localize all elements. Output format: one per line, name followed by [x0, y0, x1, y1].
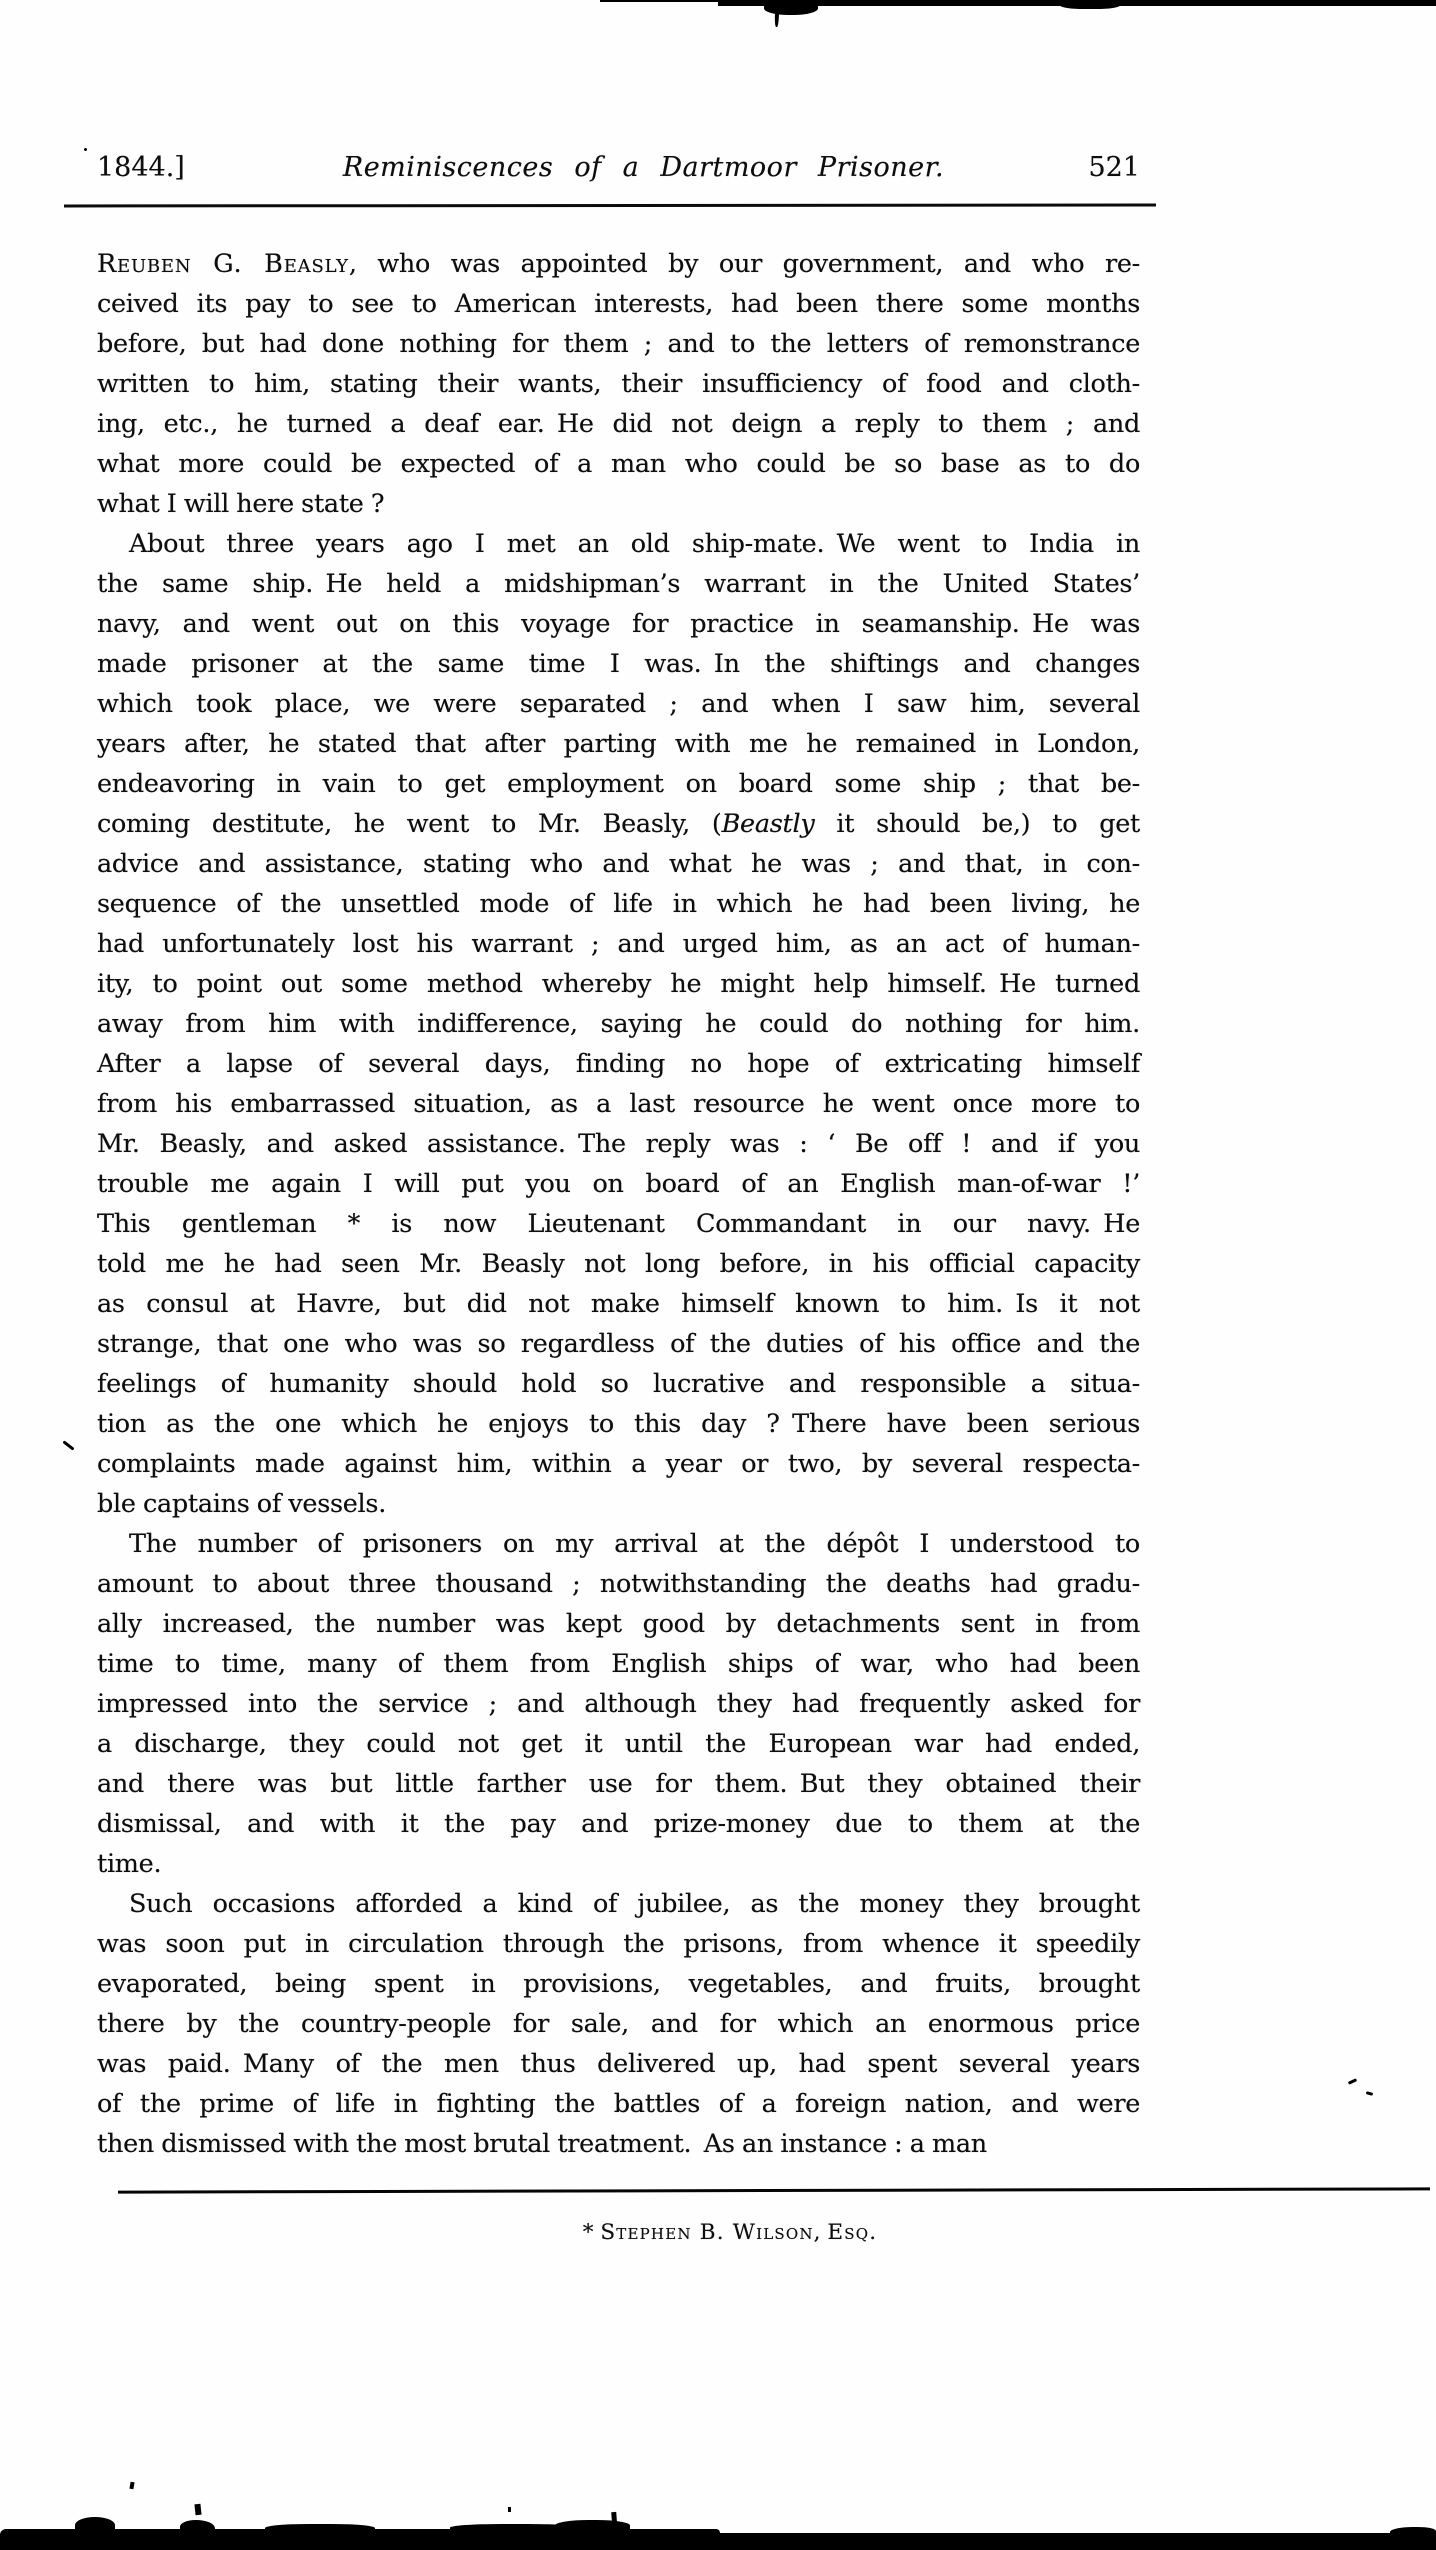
text-segment: before, but had done nothing for them ; and to the letters of remonstrance	[97, 329, 1140, 359]
text-line	[97, 1444, 1140, 1484]
text-segment: there by the country-people for sale, and for which an enormous price	[97, 2009, 1140, 2039]
scan-artifact-bottom	[611, 2512, 618, 2534]
text-line	[97, 1884, 1140, 1924]
text-segment: as consul at Havre, but did not make himself known to him. Is it not	[97, 1289, 1140, 1319]
text-line	[97, 2124, 1140, 2164]
text-segment: The number of prisoners on my arrival at the dépôt I understood to	[129, 1529, 1140, 1559]
text-segment: a discharge, they could not get it until the European war had ended,	[97, 1729, 1140, 1759]
scan-artifact-bottom	[700, 2533, 1436, 2539]
text-segment: Beastly	[721, 809, 815, 839]
text-segment: endeavoring in vain to get employment on board some ship ; that be-	[97, 769, 1140, 799]
text-segment: impressed into the service ; and although they had frequently asked for	[97, 1689, 1140, 1719]
text-line	[97, 884, 1140, 924]
text-line	[97, 1924, 1140, 1964]
body-paragraphs	[97, 244, 1140, 2164]
text-line	[97, 1164, 1140, 1204]
text-line	[97, 1644, 1140, 1684]
text-line	[97, 2084, 1140, 2124]
text-line	[97, 1484, 1140, 1524]
text-line	[97, 324, 1140, 364]
text-line	[97, 1844, 1140, 1884]
text-segment: time.	[97, 1849, 162, 1879]
scan-artifact-top	[798, 0, 814, 12]
scan-speckle	[194, 2504, 201, 2516]
text-segment: made prisoner at the same time I was. In the shiftings and changes	[97, 649, 1140, 679]
paragraph	[97, 244, 1140, 524]
text-segment: time to time, many of them from English ships of war, who had been	[97, 1649, 1140, 1679]
text-segment: ity, to point out some method whereby he might help himself. He turned	[97, 969, 1140, 999]
text-segment: ally increased, the number was kept good by detachments sent in from	[97, 1609, 1140, 1639]
header-year: 1844.]	[97, 152, 185, 183]
text-segment: Such occasions afforded a kind of jubilee, as the money they brought	[129, 1889, 1140, 1919]
text-line	[97, 1244, 1140, 1284]
scan-artifact-top	[775, 0, 780, 27]
text-segment: which took place, we were separated ; and when I saw him, several	[97, 689, 1140, 719]
text-segment: coming destitute, he went to Mr. Beasly, (	[97, 809, 722, 839]
text-segment: away from him with indifference, saying he could do nothing for him.	[97, 1009, 1140, 1039]
footnote-rule	[118, 2187, 1430, 2193]
text-line	[97, 364, 1140, 404]
text-segment: evaporated, being spent in provisions, vegetables, and fruits, brought	[97, 1969, 1140, 1999]
text-line	[97, 764, 1140, 804]
text-line	[97, 1124, 1140, 1164]
scan-speckle	[84, 148, 87, 151]
text-segment: advice and assistance, stating who and what he was ; and that, in con-	[97, 849, 1140, 879]
text-line	[97, 604, 1140, 644]
text-line	[97, 1684, 1140, 1724]
text-line	[97, 2044, 1140, 2084]
header-rule	[64, 204, 1156, 208]
text-segment: from his embarrassed situation, as a last resource he went once more to	[97, 1089, 1140, 1119]
scan-artifact-top	[1060, 0, 1120, 9]
text-segment: sequence of the unsettled mode of life in which he had been living, he	[97, 889, 1140, 919]
text-line	[97, 1764, 1140, 1804]
scan-artifact-bottom	[1390, 2527, 1436, 2537]
text-line	[97, 1364, 1140, 1404]
text-segment: of the prime of life in fighting the battles of a foreign nation, and were	[97, 2089, 1140, 2119]
text-segment: told me he had seen Mr. Beasly not long before, in his official capacity	[97, 1249, 1140, 1279]
text-segment: , who was appointed by our government, and who re-	[348, 249, 1140, 279]
text-segment: *	[582, 2220, 601, 2245]
text-line	[97, 1564, 1140, 1604]
text-segment: Reuben G. Beasly	[97, 249, 349, 279]
text-segment: years after, he stated that after parting with me he remained in London,	[97, 729, 1140, 759]
paragraph	[97, 1884, 1140, 2164]
scan-speckle	[62, 1440, 74, 1450]
text-line	[97, 804, 1140, 844]
scan-speckle	[129, 2482, 134, 2490]
text-line	[97, 484, 1140, 524]
text-line	[97, 724, 1140, 764]
text-segment: complaints made against him, within a year or two, by several respecta-	[97, 1449, 1140, 1479]
text-segment: ,	[813, 2220, 828, 2245]
text-segment: Stephen B. Wilson	[600, 2220, 814, 2245]
text-segment: Esq.	[827, 2220, 878, 2245]
text-line	[97, 644, 1140, 684]
text-line	[97, 244, 1140, 284]
text-line	[97, 444, 1140, 484]
scan-speckle	[1348, 2078, 1357, 2085]
text-segment: dismissal, and with it the pay and prize-money due to them at the	[97, 1809, 1140, 1839]
text-line	[97, 2004, 1140, 2044]
text-segment: ble captains of vessels.	[97, 1489, 387, 1519]
text-line	[97, 1964, 1140, 2004]
text-line	[97, 1604, 1140, 1644]
text-segment: feelings of humanity should hold so lucrative and responsible a situa-	[97, 1369, 1140, 1399]
text-segment: the same ship. He held a midshipman’s warrant in the United States’	[97, 569, 1140, 599]
text-line	[97, 924, 1140, 964]
text-segment: what more could be expected of a man who could be so base as to do	[97, 449, 1140, 479]
text-line	[97, 1724, 1140, 1764]
text-line	[97, 1284, 1140, 1324]
scan-artifact-bottom	[265, 2524, 375, 2534]
scan-artifact-bottom	[75, 2517, 115, 2533]
scan-artifact-bottom	[180, 2520, 215, 2535]
text-segment: was soon put in circulation through the prisons, from whence it speedily	[97, 1929, 1140, 1959]
text-line	[97, 1804, 1140, 1844]
text-line	[97, 1084, 1140, 1124]
text-line	[97, 684, 1140, 724]
text-line	[97, 564, 1140, 604]
text-segment: navy, and went out on this voyage for practice in seamanship. He was	[97, 609, 1140, 639]
scan-speckle	[1366, 2091, 1374, 2096]
text-line	[97, 404, 1140, 444]
page-header	[97, 152, 1140, 183]
header-title: Reminiscences of a Dartmoor Prisoner.	[342, 152, 945, 183]
text-line	[97, 284, 1140, 324]
text-segment: Mr. Beasly, and asked assistance. The reply was : ‘ Be off ! and if you	[97, 1129, 1140, 1159]
text-line	[97, 844, 1140, 884]
scan-speckle	[508, 2507, 511, 2512]
text-segment: After a lapse of several days, finding no hope of extricating himself	[97, 1049, 1140, 1079]
text-line	[97, 1004, 1140, 1044]
text-segment: amount to about three thousand ; notwithstanding the deaths had gradu-	[97, 1569, 1140, 1599]
text-segment: tion as the one which he enjoys to this day ? There have been serious	[97, 1409, 1140, 1439]
text-line	[97, 1044, 1140, 1084]
header-page-number: 521	[1088, 152, 1140, 183]
text-segment: was paid. Many of the men thus delivered up, had spent several years	[97, 2049, 1140, 2079]
text-segment: strange, that one who was so regardless of the duties of his office and the	[97, 1329, 1140, 1359]
text-segment: trouble me again I will put you on board of an English man-of-war !’	[97, 1169, 1140, 1199]
text-line	[97, 1404, 1140, 1444]
text-line	[97, 1524, 1140, 1564]
text-segment: and there was but little farther use for them. But they obtained their	[97, 1769, 1140, 1799]
footnote-text	[0, 2220, 1436, 2245]
text-segment: written to him, stating their wants, their insufficiency of food and cloth-	[97, 369, 1140, 399]
text-segment: then dismissed with the most brutal treatment. As an instance : a man	[97, 2129, 987, 2159]
text-segment: ing, etc., he turned a deaf ear. He did not deign a reply to them ; and	[97, 409, 1140, 439]
text-segment: This gentleman * is now Lieutenant Commandant in our navy. He	[97, 1209, 1140, 1239]
text-line	[97, 1324, 1140, 1364]
text-line	[97, 1204, 1140, 1244]
text-segment: had unfortunately lost his warrant ; and urged him, as an act of human-	[97, 929, 1140, 959]
paragraph	[97, 1524, 1140, 1884]
text-line	[97, 964, 1140, 1004]
paragraph	[97, 524, 1140, 1524]
text-segment: it should be,) to get	[814, 809, 1141, 839]
text-segment: About three years ago I met an old ship-mate. We went to India in	[129, 529, 1140, 559]
text-segment: ceived its pay to see to American interests, had been there some months	[97, 289, 1140, 319]
text-segment: what I will here state ?	[97, 489, 385, 519]
scan-artifact-bottom	[555, 2520, 630, 2532]
text-line	[97, 524, 1140, 564]
